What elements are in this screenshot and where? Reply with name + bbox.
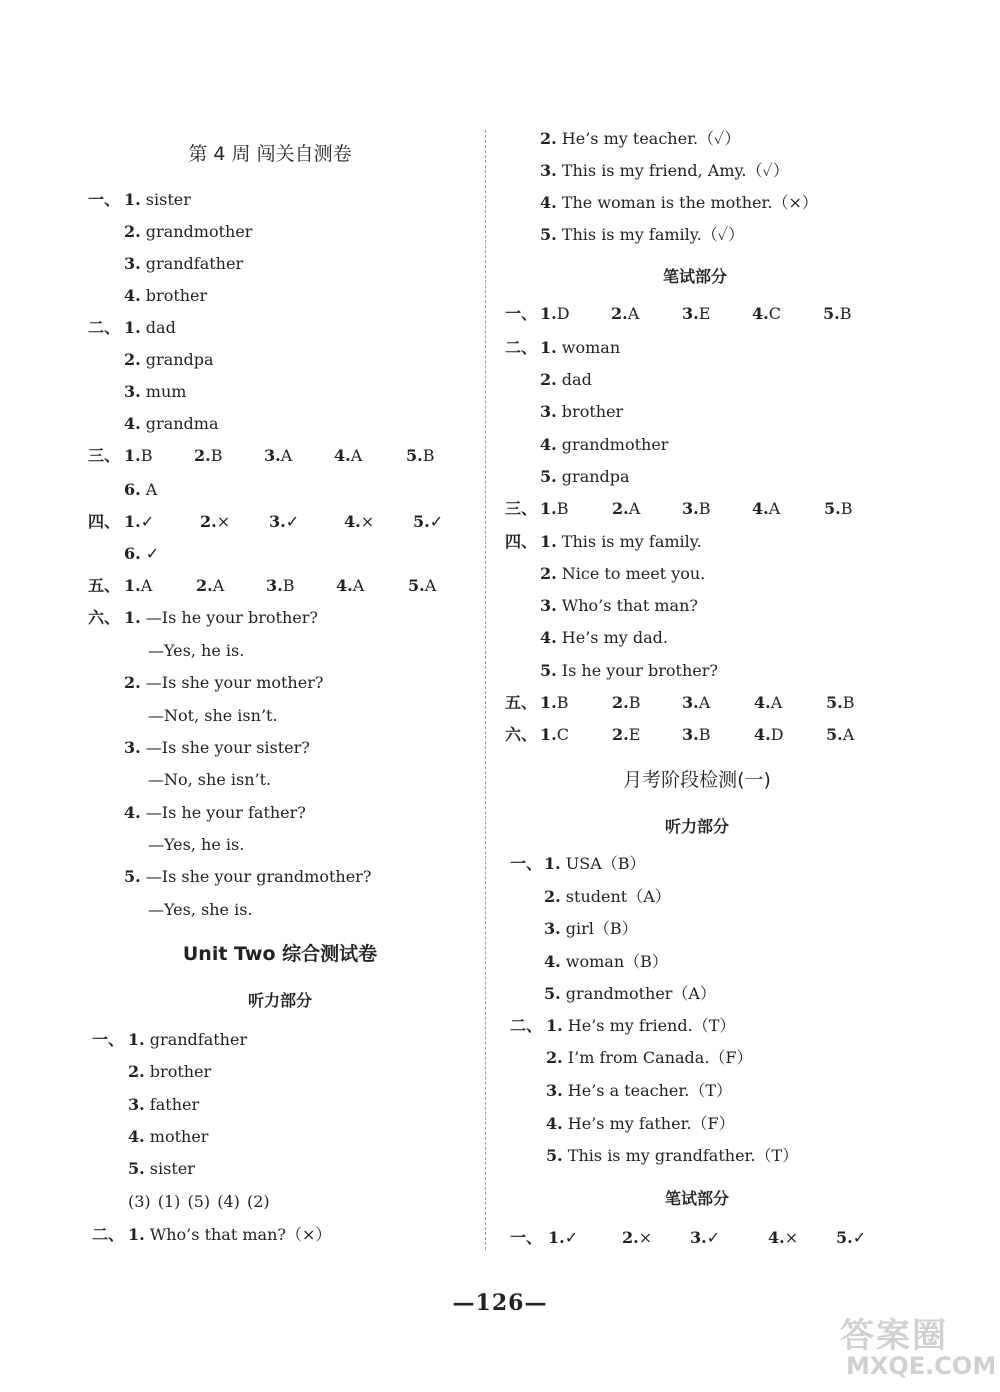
section-title-week4: 第 4 周 闯关自测卷 [188,143,352,165]
answer-line: 3. —Is she your sister? [124,738,310,757]
answer-line: 1. This is my family. [540,532,702,551]
answer-line: 3. He’s a teacher.（T） [546,1081,733,1100]
answer-line: 2. I’m from Canada.（F） [546,1048,753,1067]
answer-line: 5. —Is she your grandmother? [124,867,372,886]
answer-line: 5. sister [128,1159,195,1178]
answer-line: 2. He’s my teacher.（✓） [540,129,741,148]
answer-line: 3. This is my friend, Amy.（✓） [540,161,789,180]
section-label: 四、 [88,512,121,531]
section-label: 一、 [510,854,543,873]
answer-line: 3. girl（B） [544,919,638,938]
answer-line: 5. grandpa [540,467,630,486]
answer-line: 4. He’s my father.（F） [546,1114,735,1133]
section-label: 三、 [88,446,121,465]
section-label: 一、 [505,304,538,323]
answer-line: 4. woman（B） [544,952,668,971]
answer-line: 4. mother [128,1127,209,1146]
answer-line: 1. USA（B） [544,854,646,873]
answer-line: 5. This is my family.（✓） [540,225,745,244]
subsection-listening: 听力部分 [247,991,312,1010]
answer-line: 2. dad [540,370,592,389]
answer-line: 2. Nice to meet you. [540,564,706,583]
section-label: 五、 [505,693,538,712]
answer-line: —Yes, he is. [148,641,245,660]
answer-line: 2. student（A） [544,887,671,906]
section-label: 二、 [92,1225,125,1244]
answer-line: 1. woman [540,338,621,357]
answer-line: —Yes, she is. [148,900,253,919]
answer-line: 1. grandfather [128,1030,248,1049]
subsection-written: 笔试部分 [664,1189,729,1208]
answer-line: 3. grandfather [124,254,244,273]
answer-line: 1. He’s my friend.（T） [546,1016,736,1035]
answer-line: 1. Who’s that man?（×） [128,1225,332,1244]
answer-line: 4. The woman is the mother.（×） [540,193,818,212]
answer-line: 2. brother [128,1062,212,1081]
answer-line: 4. brother [124,286,208,305]
watermark-chinese: 答案圈 [840,1316,948,1356]
answer-line: 3. Who’s that man? [540,596,698,615]
section-label: 二、 [88,318,121,337]
answer-line: 1. —Is he your brother? [124,608,318,627]
answer-line: —Not, she isn’t. [148,706,278,725]
answer-line: 2. grandpa [124,350,214,369]
answer-line: 5. This is my grandfather.（T） [546,1146,799,1165]
section-label: 一、 [510,1228,543,1247]
section-label: 四、 [505,532,538,551]
answer-line: 4. grandmother [540,435,669,454]
section-label: 六、 [505,725,538,744]
section-label: 一、 [88,190,121,209]
answer-line: 4. —Is he your father? [124,803,306,822]
section-label: 三、 [505,499,538,518]
answer-line: 6. A [124,480,158,499]
subsection-listening: 听力部分 [664,817,729,836]
column-divider [485,130,486,1250]
section-title-unit-two: Unit Two 综合测试卷 [182,943,378,965]
answer-line: 5. grandmother（A） [544,984,716,1003]
section-label: 二、 [505,338,538,357]
answer-line: 3. mum [124,382,187,401]
answer-line: 1. dad [124,318,176,337]
answer-line: 3. brother [540,402,624,421]
section-title-monthly-test: 月考阶段检测(一) [623,769,771,791]
answer-line: 6. ✓ [124,544,160,563]
answer-line: 5. Is he your brother? [540,661,718,680]
answer-line: 2. —Is she your mother? [124,673,324,692]
answer-line: —No, she isn’t. [148,770,272,789]
answer-line: 1. sister [124,190,191,209]
section-label: 五、 [88,576,121,595]
answer-order: (3) (1) (5) (4) (2) [128,1192,270,1211]
section-label: 一、 [92,1030,125,1049]
watermark-url: MXQE.COM [846,1352,997,1380]
section-label: 六、 [88,608,121,627]
subsection-written: 笔试部分 [662,267,727,286]
answer-line: 4. He’s my dad. [540,628,669,647]
answer-line: —Yes, he is. [148,835,245,854]
page-number: —126— [452,1290,548,1316]
answer-line: 2. grandmother [124,222,253,241]
watermark-logo [832,1308,997,1384]
answer-line: 3. father [128,1095,200,1114]
section-label: 二、 [510,1016,543,1035]
answer-line: 4. grandma [124,414,219,433]
